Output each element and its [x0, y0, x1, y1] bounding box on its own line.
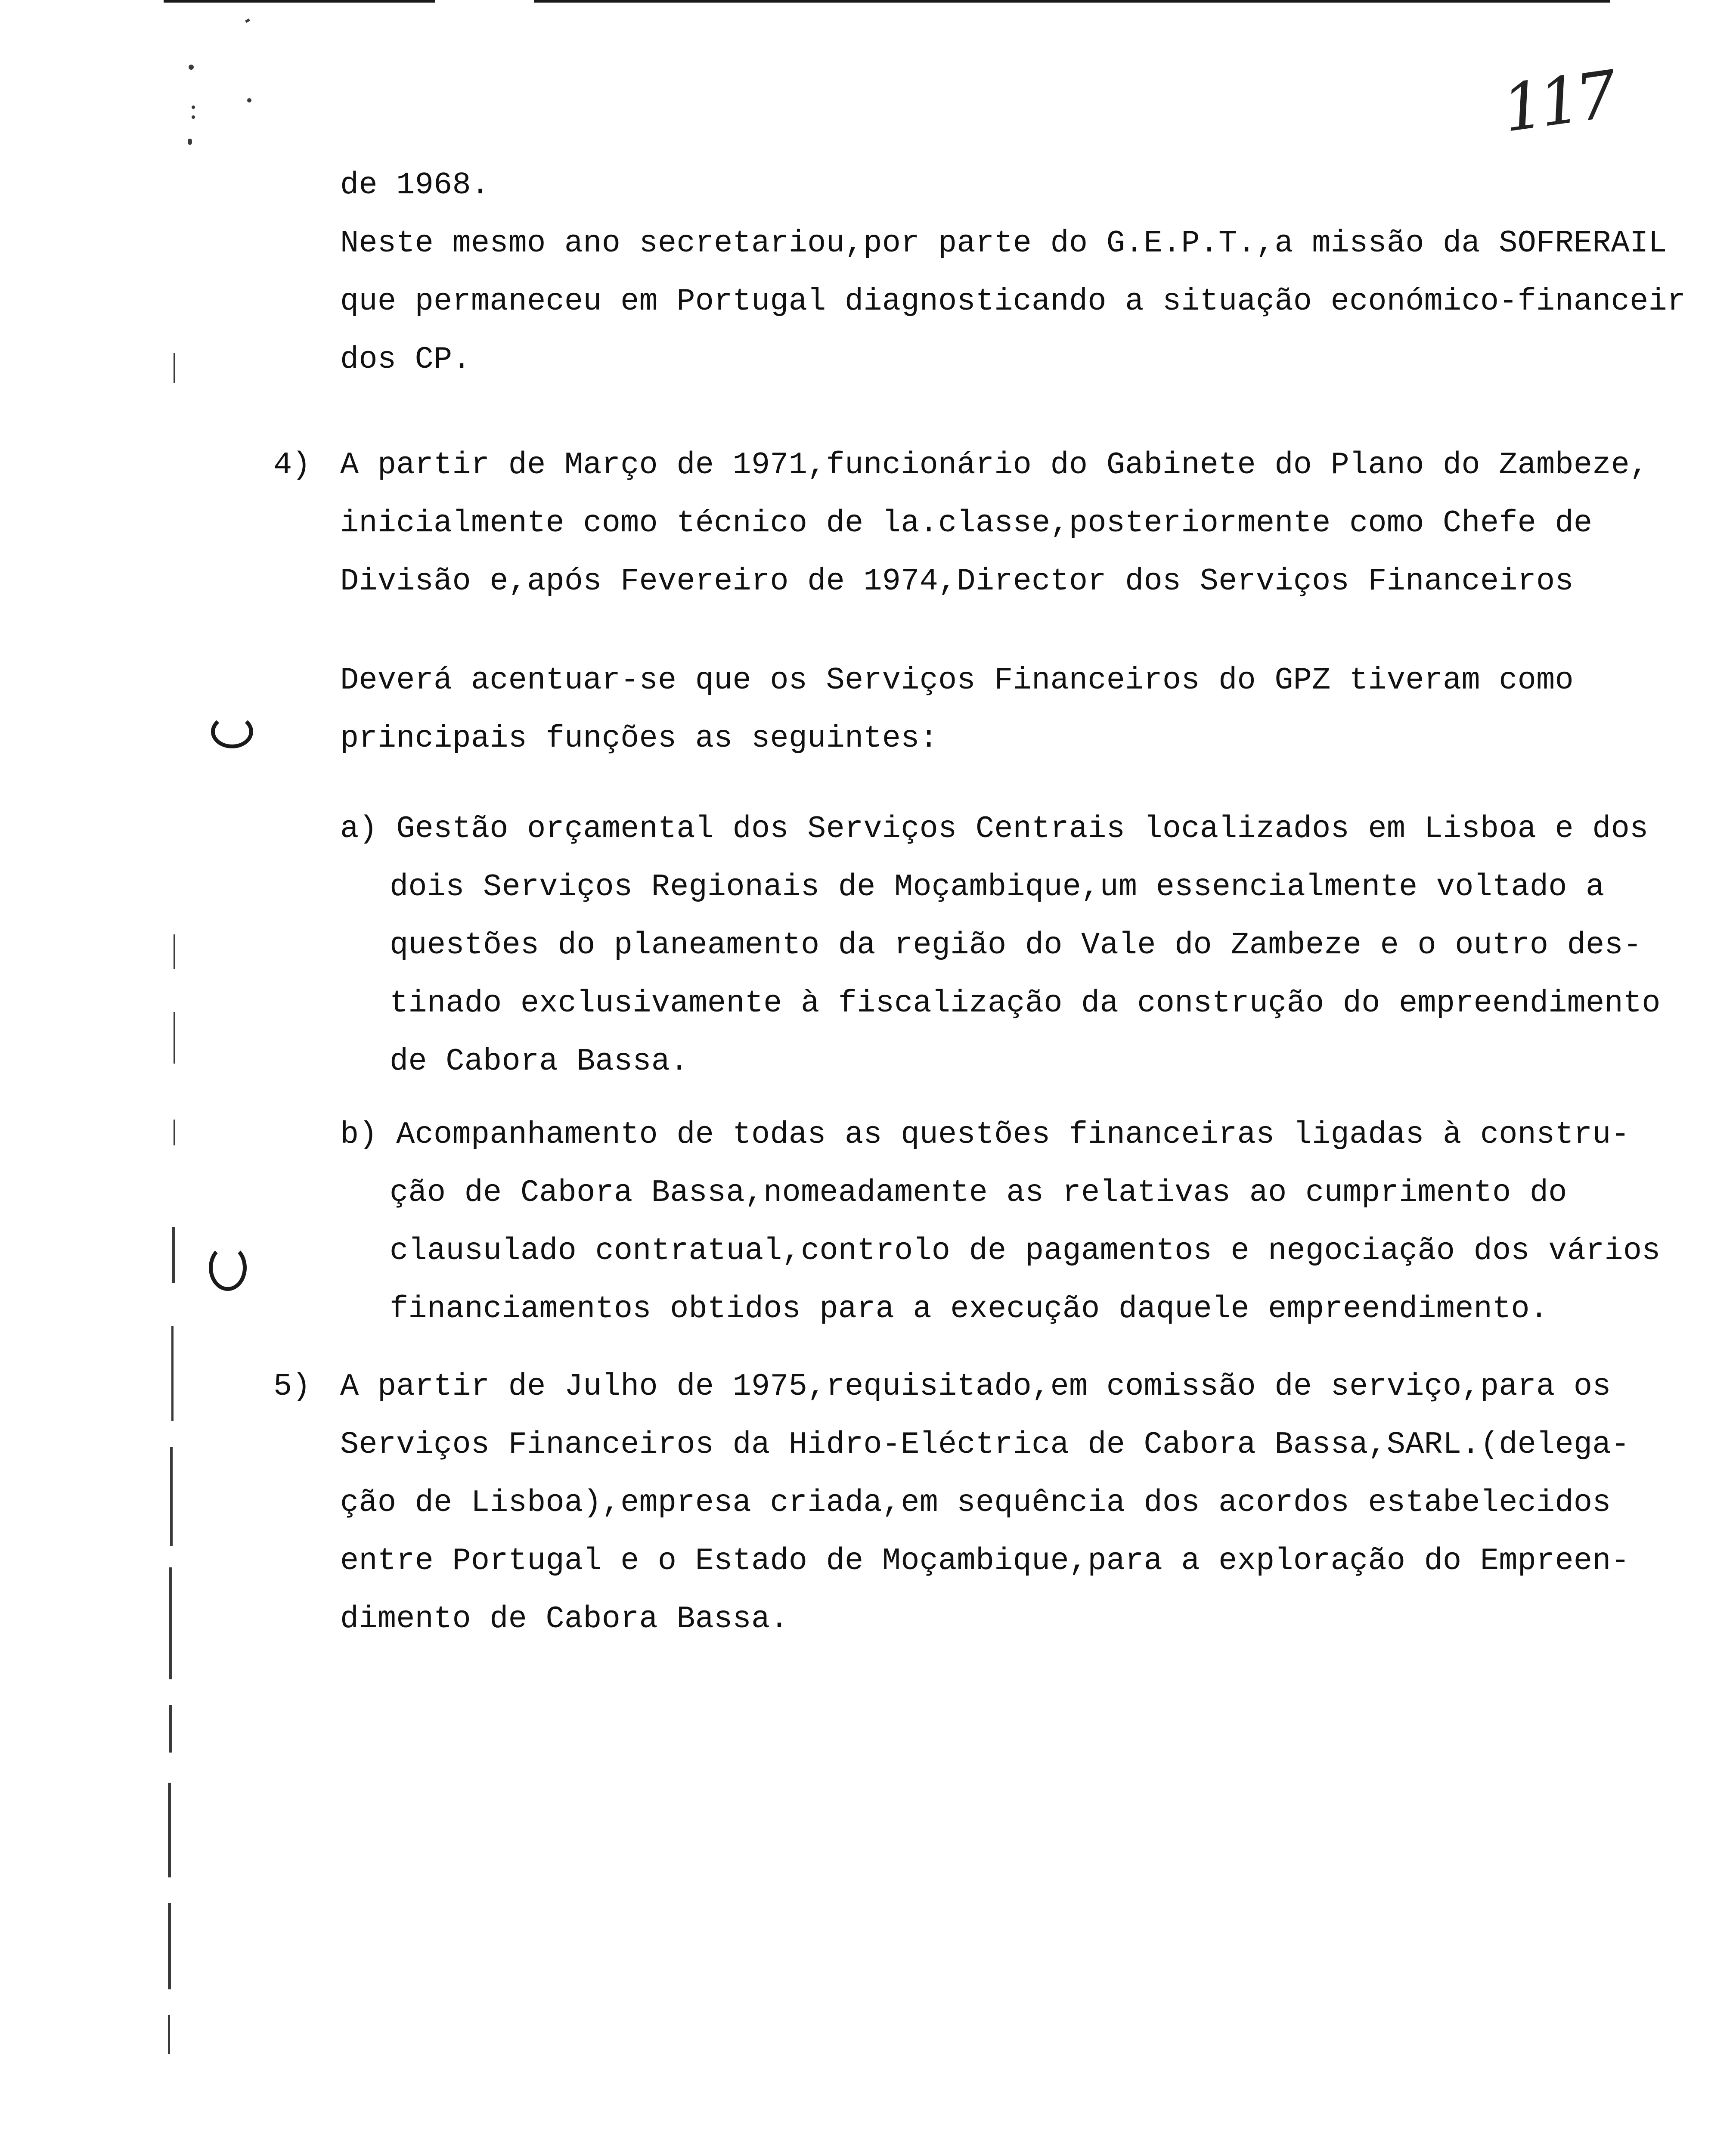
text-line: dois Serviços Regionais de Moçambique,um essencialmente voltado a — [390, 869, 1605, 905]
text-line: A partir de Março de 1971,funcionário do Gabinete do Plano do Zambeze, — [340, 447, 1649, 483]
text-line: dos CP. — [340, 342, 471, 377]
margin-mark — [170, 1447, 173, 1546]
text-line: inicialmente como técnico de la.classe,posteriormente como Chefe de — [340, 506, 1593, 541]
top-border-line — [164, 0, 435, 3]
margin-mark — [247, 98, 251, 102]
text-line: dimento de Cabora Bassa. — [340, 1601, 789, 1637]
margin-mark — [192, 115, 195, 119]
text-line: principais funções as seguintes: — [340, 721, 939, 756]
margin-mark — [174, 1012, 175, 1064]
margin-mark — [171, 1326, 174, 1421]
text-line: a) Gestão orçamental dos Serviços Centrais localizados em Lisboa e dos — [340, 811, 1649, 847]
text-line: Neste mesmo ano secretariou,por parte do G.E.P.T.,a missão da SOFRERAIL — [340, 226, 1667, 261]
text-line: Deverá acentuar-se que os Serviços Financeiros do GPZ tiveram como — [340, 663, 1574, 698]
text-line: b) Acompanhamento de todas as questões financeiras ligadas à constru- — [340, 1117, 1630, 1152]
text-line: tinado exclusivamente à fiscalização da construção do empreendimento — [390, 986, 1661, 1021]
top-border-line — [534, 0, 1610, 3]
margin-mark — [189, 65, 194, 70]
text-line: questões do planeamento da região do Vale do Zambeze e o outro des- — [390, 928, 1642, 963]
text-line: de Cabora Bassa. — [390, 1044, 689, 1079]
text-line: financiamentos obtidos para a execução daquele empreendimento. — [390, 1291, 1549, 1327]
text-line: ção de Lisboa),empresa criada,em sequência dos acordos estabelecidos — [340, 1485, 1611, 1520]
margin-mark — [168, 2015, 170, 2054]
margin-mark — [174, 353, 175, 383]
text-line: A partir de Julho de 1975,requisitado,em comissão de serviço,para os — [340, 1369, 1611, 1404]
margin-mark — [169, 1567, 172, 1679]
margin-mark — [168, 1783, 171, 1877]
list-number: 4) — [273, 447, 311, 483]
text-line: de 1968. — [340, 168, 490, 203]
text-line: clausulado contratual,controlo de pagamentos e negociação dos vários — [390, 1233, 1661, 1269]
margin-mark — [172, 1227, 175, 1283]
margin-mark — [169, 1705, 172, 1753]
margin-mark — [192, 105, 195, 109]
text-line: que permaneceu em Portugal diagnosticando a situação económico-financeir — [340, 284, 1686, 319]
text-line: entre Portugal e o Estado de Moçambique,para a exploração do Empreen- — [340, 1543, 1630, 1579]
page-number: 117 — [1498, 57, 1618, 147]
margin-mark — [168, 1903, 171, 1989]
text-line: ção de Cabora Bassa,nomeadamente as relativas ao cumprimento do — [390, 1175, 1567, 1210]
margin-mark — [245, 19, 250, 23]
margin-mark — [174, 934, 175, 969]
text-line: Divisão e,após Fevereiro de 1974,Director dos Serviços Financeiros — [340, 564, 1574, 599]
text-line: Serviços Financeiros da Hidro-Eléctrica de Cabora Bassa,SARL.(delega- — [340, 1427, 1630, 1462]
margin-mark — [188, 139, 192, 145]
list-number: 5) — [273, 1369, 311, 1404]
margin-hole-mark — [211, 715, 253, 748]
margin-mark — [174, 1120, 175, 1145]
margin-hole-mark — [209, 1244, 247, 1291]
